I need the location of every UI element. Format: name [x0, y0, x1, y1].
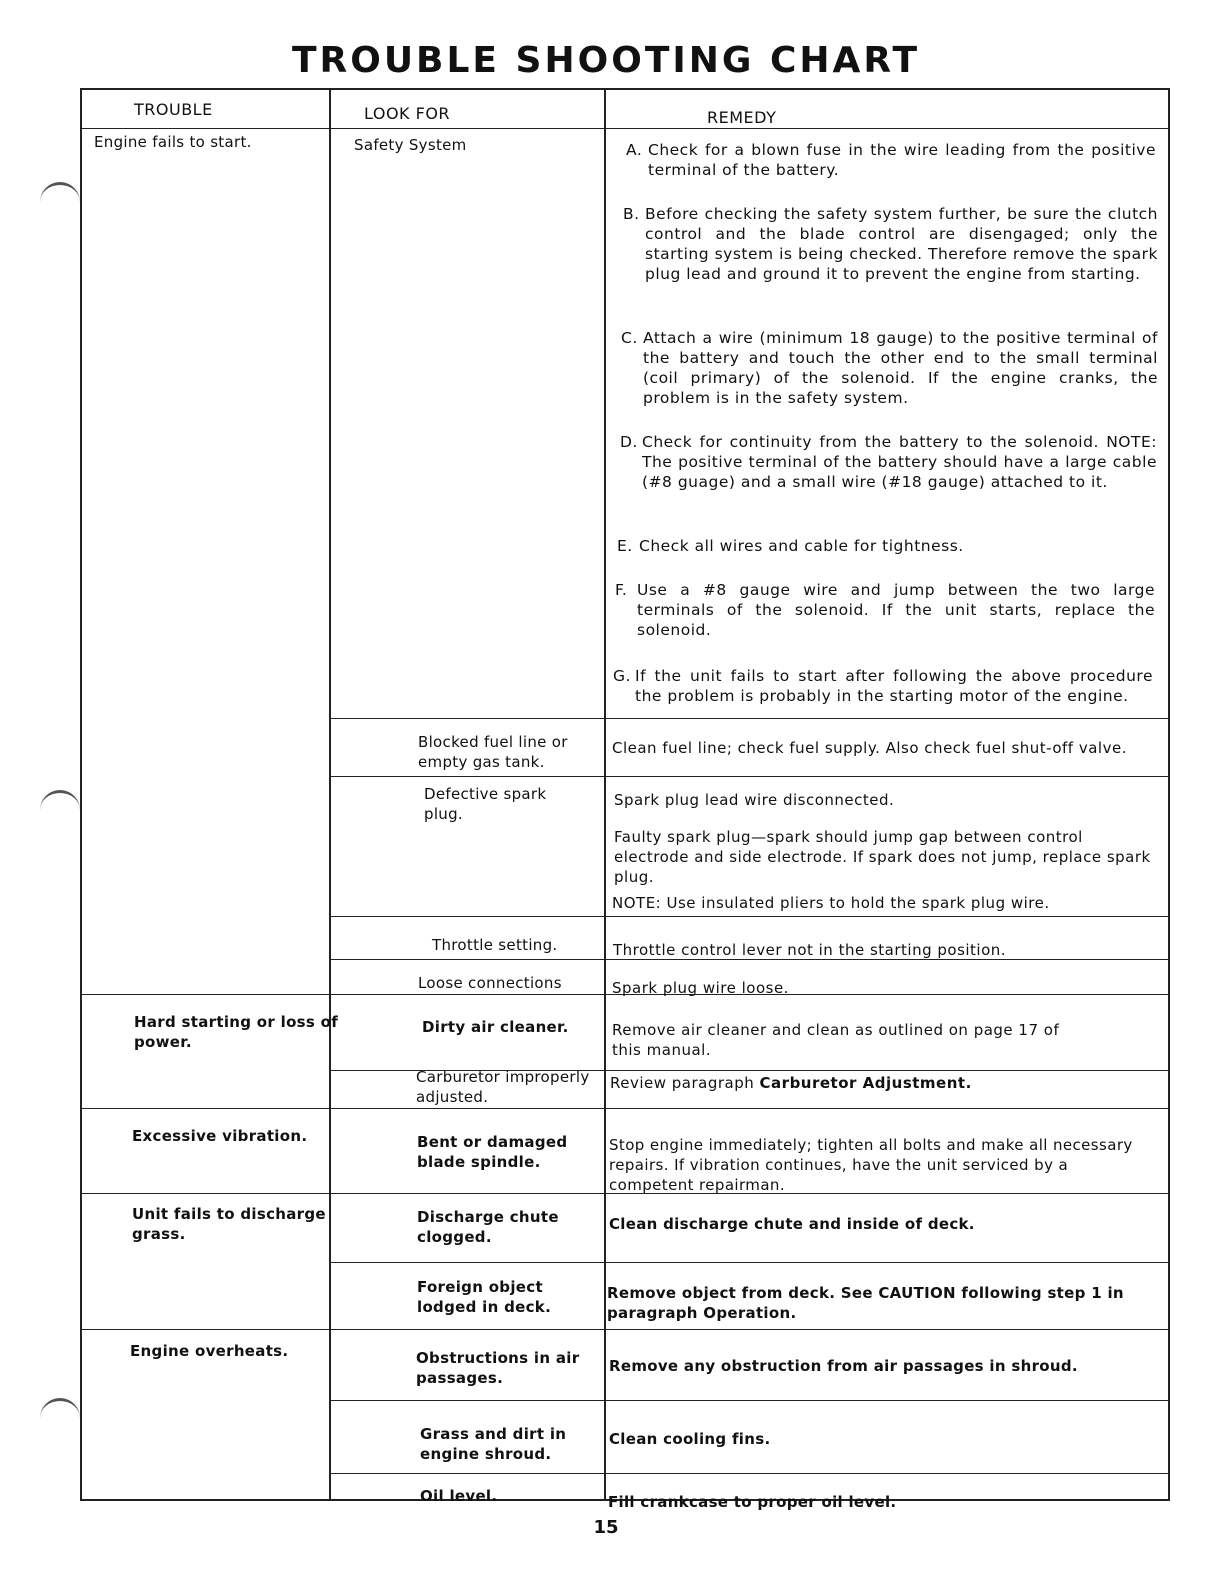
remedy-obstructions: Remove any obstruction from air passages in shroud. — [609, 1357, 1078, 1375]
step-text: If the unit fails to start after following the above procedure the problem is probably in the starting motor of the engine. — [635, 667, 1153, 705]
remedy-spark-faulty: Faulty spark plug—spark should jump gap between control electrode and side electrode. If spark does not jump, replace spark plug. — [614, 828, 1151, 886]
remedy-throttle: Throttle control lever not in the starting position. — [613, 941, 1007, 959]
trouble-shooting-table — [80, 88, 1170, 1511]
safety-step — [626, 140, 1156, 180]
remedy-spark-disconnected: Spark plug lead wire disconnected. — [614, 791, 895, 809]
column-divider — [604, 90, 606, 1499]
row-separator — [329, 776, 1168, 777]
remedy-air-cleaner: Remove air cleaner and clean as outlined on page 17 of this manual. — [612, 1021, 1060, 1059]
look-for-discharge-chute: Discharge chute clogged. — [417, 1208, 559, 1246]
row-separator — [329, 1473, 1168, 1474]
row-separator — [329, 1400, 1168, 1401]
safety-step — [623, 204, 1158, 284]
look-for-throttle: Throttle setting. — [432, 936, 558, 954]
remedy-foreign-text: Remove object from deck. See CAUTION following step 1 in paragraph — [607, 1284, 1124, 1322]
look-for-grass-dirt: Grass and dirt in engine shroud. — [420, 1425, 567, 1463]
trouble-hard-starting: Hard starting or loss of power. — [134, 1013, 339, 1051]
safety-step — [621, 328, 1158, 408]
look-for-air-cleaner: Dirty air cleaner. — [422, 1018, 569, 1036]
remedy-carburetor-link: Carburetor Adjustment. — [759, 1074, 972, 1092]
header-separator — [82, 128, 1168, 129]
header-remedy: REMEDY — [707, 108, 777, 127]
trouble-engine-overheats: Engine overheats. — [130, 1342, 289, 1360]
remedy-spark-note: NOTE: Use insulated pliers to hold the spark plug wire. — [612, 894, 1050, 912]
step-text: Use a #8 gauge wire and jump between the two large terminals of the solenoid. If the unit starts, replace the solenoid. — [637, 581, 1155, 639]
group-separator — [82, 1108, 1168, 1109]
row-separator — [329, 718, 1168, 719]
page-title: TROUBLE SHOOTING CHART — [291, 40, 921, 81]
step-letter: G. — [613, 667, 631, 685]
row-separator — [329, 1262, 1168, 1263]
group-separator — [82, 1329, 1168, 1330]
row-separator — [329, 916, 1168, 917]
remedy-loose: Spark plug wire loose. — [612, 979, 789, 997]
trouble-excessive-vibration: Excessive vibration. — [132, 1127, 308, 1145]
safety-step — [613, 666, 1153, 706]
step-letter: E. — [617, 537, 633, 555]
look-for-blade-spindle: Bent or damaged blade spindle. — [417, 1133, 568, 1171]
column-divider — [329, 90, 331, 1499]
step-letter: C. — [621, 329, 638, 347]
step-text: Check all wires and cable for tightness. — [639, 537, 964, 555]
header-trouble: TROUBLE — [134, 100, 213, 119]
step-letter: F. — [615, 581, 628, 599]
binder-mark — [40, 790, 80, 811]
remedy-foreign-object — [607, 1283, 1152, 1323]
look-for-fuel-line: Blocked fuel line or empty gas tank. — [418, 733, 568, 771]
step-text: Before checking the safety system further, be sure the clutch control and the blade control are disengaged; only the starting system is being checked. Therefore remove the spark plug lead and ground it to prevent the engine from starting. — [645, 205, 1158, 283]
look-for-oil-level: Oil level. — [420, 1487, 498, 1505]
trouble-fails-to-discharge: Unit fails to discharge grass. — [132, 1205, 326, 1243]
step-text: Check for a blown fuse in the wire leading from the positive terminal of the battery. — [648, 141, 1156, 179]
remedy-carburetor — [610, 1073, 1150, 1093]
remedy-fuel: Clean fuel line; check fuel supply. Also check fuel shut-off valve. — [612, 739, 1127, 757]
header-look-for: LOOK FOR — [364, 104, 451, 123]
step-letter: B. — [623, 205, 640, 223]
look-for-safety-system: Safety System — [354, 136, 467, 154]
remedy-carburetor-text: Review paragraph — [610, 1074, 760, 1092]
look-for-obstructions: Obstructions in air passages. — [416, 1349, 580, 1387]
binder-mark — [40, 182, 80, 203]
look-for-loose-connections: Loose connections — [418, 974, 562, 992]
step-letter: D. — [620, 433, 638, 451]
remedy-vibration: Stop engine immediately; tighten all bolts and make all necessary repairs. If vibration continues, have the unit serviced by a competent repairman. — [609, 1136, 1133, 1194]
step-text: Check for continuity from the battery to the solenoid. NOTE: The positive terminal of the battery should have a large cable (#8 guage) and a small wire (#18 gauge) attached to it. — [642, 433, 1157, 491]
look-for-spark-plug: Defective spark plug. — [424, 785, 547, 823]
trouble-engine-fails: Engine fails to start. — [94, 133, 252, 151]
safety-step — [617, 536, 1157, 556]
remedy-foreign-link: Operation. — [703, 1304, 797, 1322]
remedy-oil: Fill crankcase to proper oil level. — [608, 1493, 897, 1511]
remedy-chute: Clean discharge chute and inside of deck. — [609, 1215, 975, 1233]
step-text: Attach a wire (minimum 18 gauge) to the positive terminal of the battery and touch the other end to the small terminal (coil primary) of the solenoid. If the engine cranks, the problem is in the safety system. — [643, 329, 1158, 407]
safety-step — [620, 432, 1157, 492]
look-for-foreign-object: Foreign object lodged in deck. — [417, 1278, 552, 1316]
page-number: 15 — [593, 1517, 619, 1538]
step-letter: A. — [626, 141, 643, 159]
binder-mark — [40, 1398, 80, 1419]
safety-step — [615, 580, 1155, 640]
look-for-carburetor: Carburetor improperly adjusted. — [416, 1068, 590, 1106]
remedy-cooling-fins: Clean cooling fins. — [609, 1430, 771, 1448]
